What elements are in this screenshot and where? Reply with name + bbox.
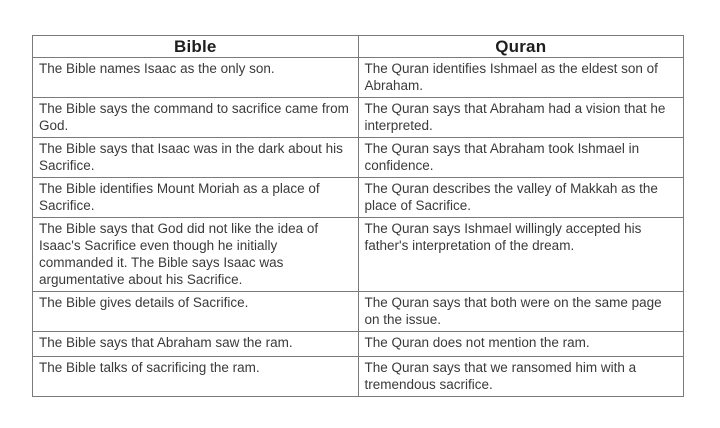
table-row (33, 138, 684, 178)
table-row (33, 218, 684, 292)
column-header-bible: Bible (33, 36, 359, 58)
quran-cell: The Quran does not mention the ram. (358, 332, 684, 357)
bible-cell: The Bible identifies Mount Moriah as a place of Sacrifice. (33, 178, 359, 218)
bible-cell: The Bible says that Isaac was in the dark about his Sacrifice. (33, 138, 359, 178)
bible-cell: The Bible says that Abraham saw the ram. (33, 332, 359, 357)
bible-cell: The Bible says the command to sacrifice came from God. (33, 98, 359, 138)
table-row (33, 178, 684, 218)
quran-cell: The Quran says that both were on the same page on the issue. (358, 292, 684, 332)
quran-cell: The Quran says that Abraham took Ishmael in confidence. (358, 138, 684, 178)
table-row (33, 58, 684, 98)
quran-cell: The Quran describes the valley of Makkah as the place of Sacrifice. (358, 178, 684, 218)
table-row (33, 98, 684, 138)
table-row (33, 357, 684, 397)
quran-cell: The Quran says that Abraham had a vision that he interpreted. (358, 98, 684, 138)
table-row (33, 332, 684, 357)
comparison-table (32, 35, 684, 397)
comparison-table-container (32, 35, 684, 397)
comparison-table-body (33, 58, 684, 397)
bible-cell: The Bible says that God did not like the idea of Isaac's Sacrifice even though he initially commanded it. The Bible says Isaac was argumentative about his Sacrifice. (33, 218, 359, 292)
header-row (33, 36, 684, 58)
bible-cell: The Bible talks of sacrificing the ram. (33, 357, 359, 397)
quran-cell: The Quran identifies Ishmael as the eldest son of Abraham. (358, 58, 684, 98)
bible-cell: The Bible names Isaac as the only son. (33, 58, 359, 98)
quran-cell: The Quran says that we ransomed him with a tremendous sacrifice. (358, 357, 684, 397)
quran-cell: The Quran says Ishmael willingly accepted his father's interpretation of the dream. (358, 218, 684, 292)
bible-cell: The Bible gives details of Sacrifice. (33, 292, 359, 332)
comparison-table-head (33, 36, 684, 58)
table-row (33, 292, 684, 332)
column-header-quran: Quran (358, 36, 684, 58)
